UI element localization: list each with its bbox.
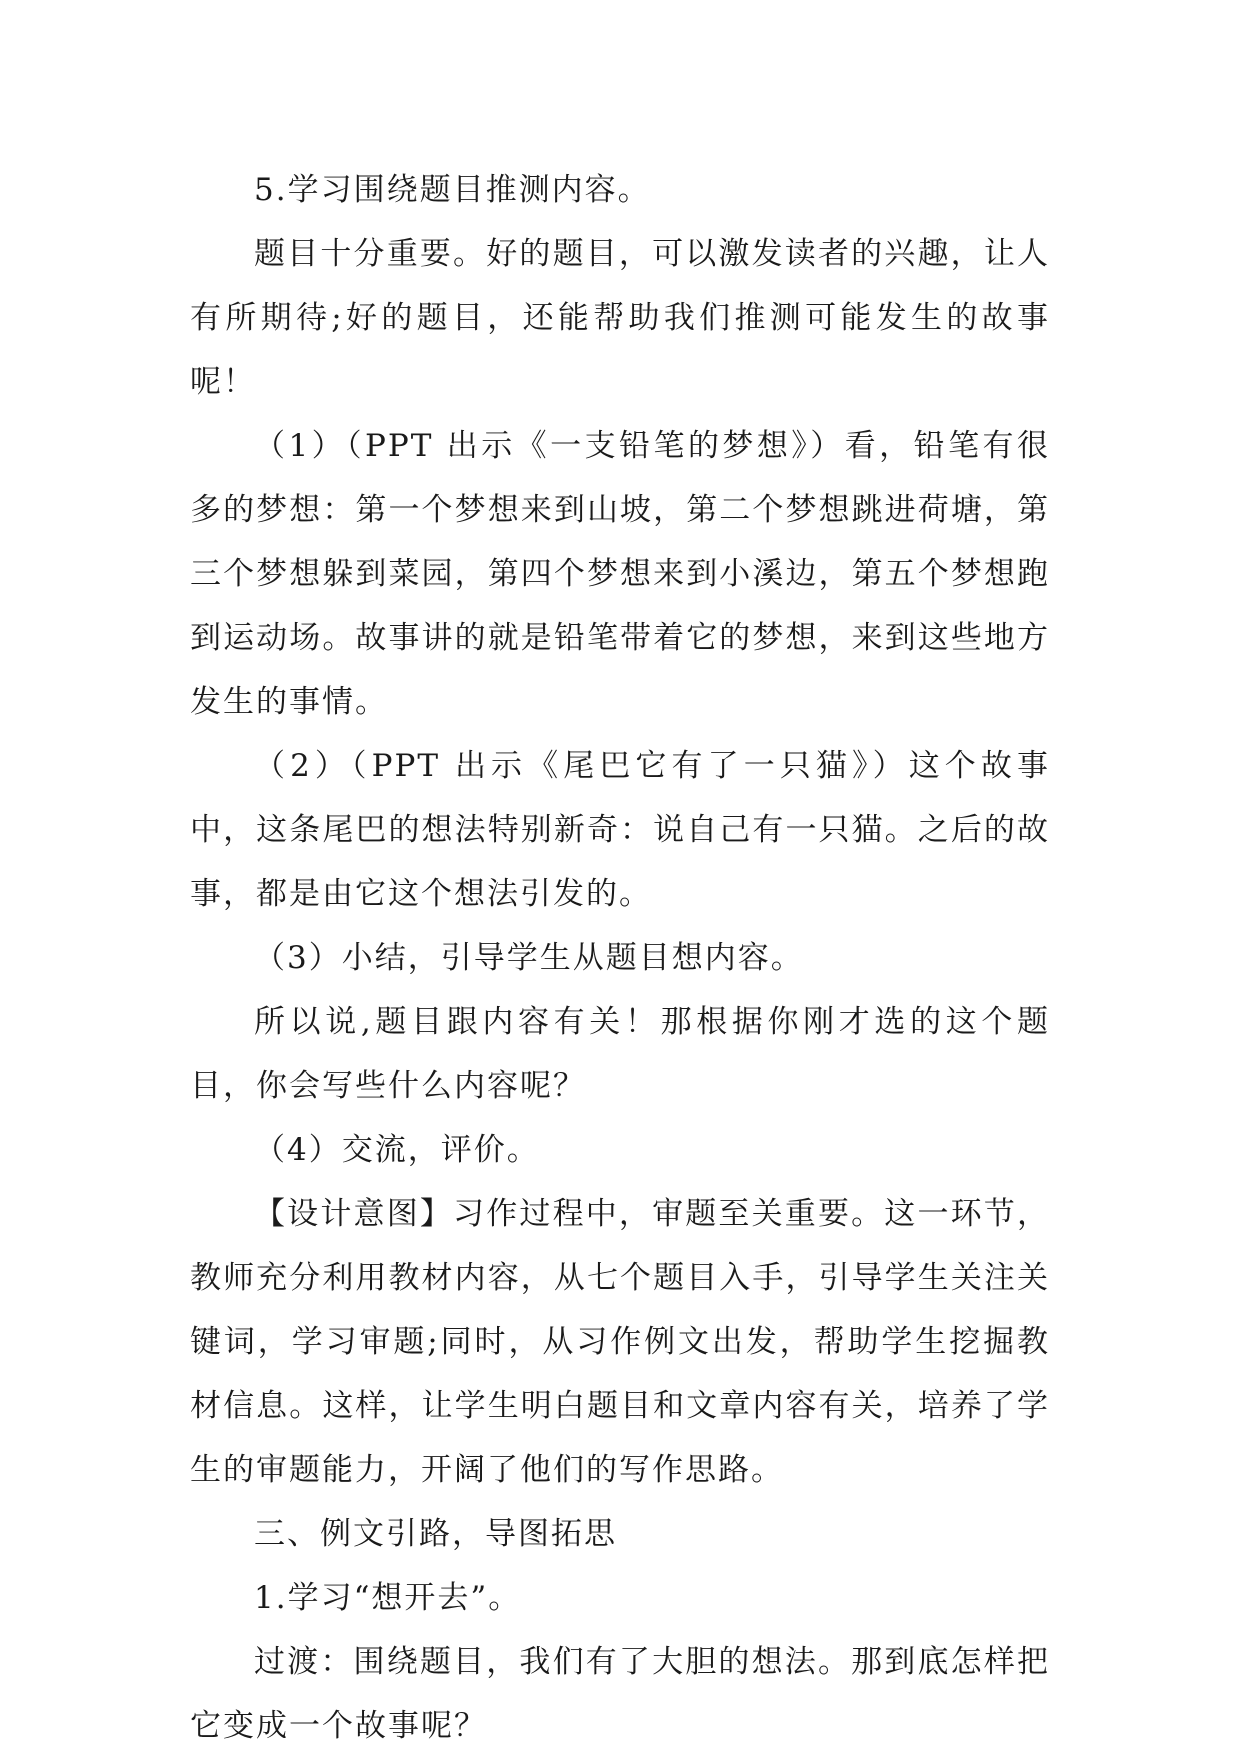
paragraph-transition: 过渡：围绕题目，我们有了大胆的想法。那到底怎样把它变成一个故事呢？ bbox=[190, 1644, 1050, 1744]
paragraph-title-importance: 题目十分重要。好的题目，可以激发读者的兴趣，让人有所期待;好的题目，还能帮助我们推测可能发生的故事呢！ bbox=[190, 236, 1050, 400]
paragraph-design-intent: 【设计意图】习作过程中，审题至关重要。这一环节，教师充分利用教材内容，从七个题目入手，引导学生关注关键词，学习审题;同时，从习作例文出发，帮助学生挖掘教材信息。这样，让学生明白题目和文章内容有关，培养了学生的审题能力，开阔了他们的写作思路。 bbox=[190, 1196, 1050, 1488]
paragraph-summary: （3）小结，引导学生从题目想内容。 bbox=[254, 940, 804, 976]
paragraph-section-heading-5: 5.学习围绕题目推测内容。 bbox=[254, 172, 651, 208]
paragraph-section-heading-3: 三、例文引路，导图拓思 bbox=[254, 1516, 617, 1552]
paragraph-discussion: （4）交流，评价。 bbox=[254, 1132, 540, 1168]
paragraph-question: 所以说,题目跟内容有关！那根据你刚才选的这个题目，你会写些什么内容呢？ bbox=[190, 1004, 1050, 1104]
paragraph-subheading-1: 1.学习“想开去”。 bbox=[254, 1580, 522, 1616]
paragraph-example-tail: （2）（PPT 出示《尾巴它有了一只猫》）这个故事中，这条尾巴的想法特别新奇：说自己有一只猫。之后的故事，都是由它这个想法引发的。 bbox=[190, 748, 1050, 912]
document-body bbox=[190, 158, 1050, 1758]
paragraph-example-pencil: （1）（PPT 出示《一支铅笔的梦想》）看，铅笔有很多的梦想：第一个梦想来到山坡，第二个梦想跳进荷塘，第三个梦想躲到菜园，第四个梦想来到小溪边，第五个梦想跑到运动场。故事讲的就是铅笔带着它的梦想，来到这些地方发生的事情。 bbox=[190, 428, 1050, 720]
